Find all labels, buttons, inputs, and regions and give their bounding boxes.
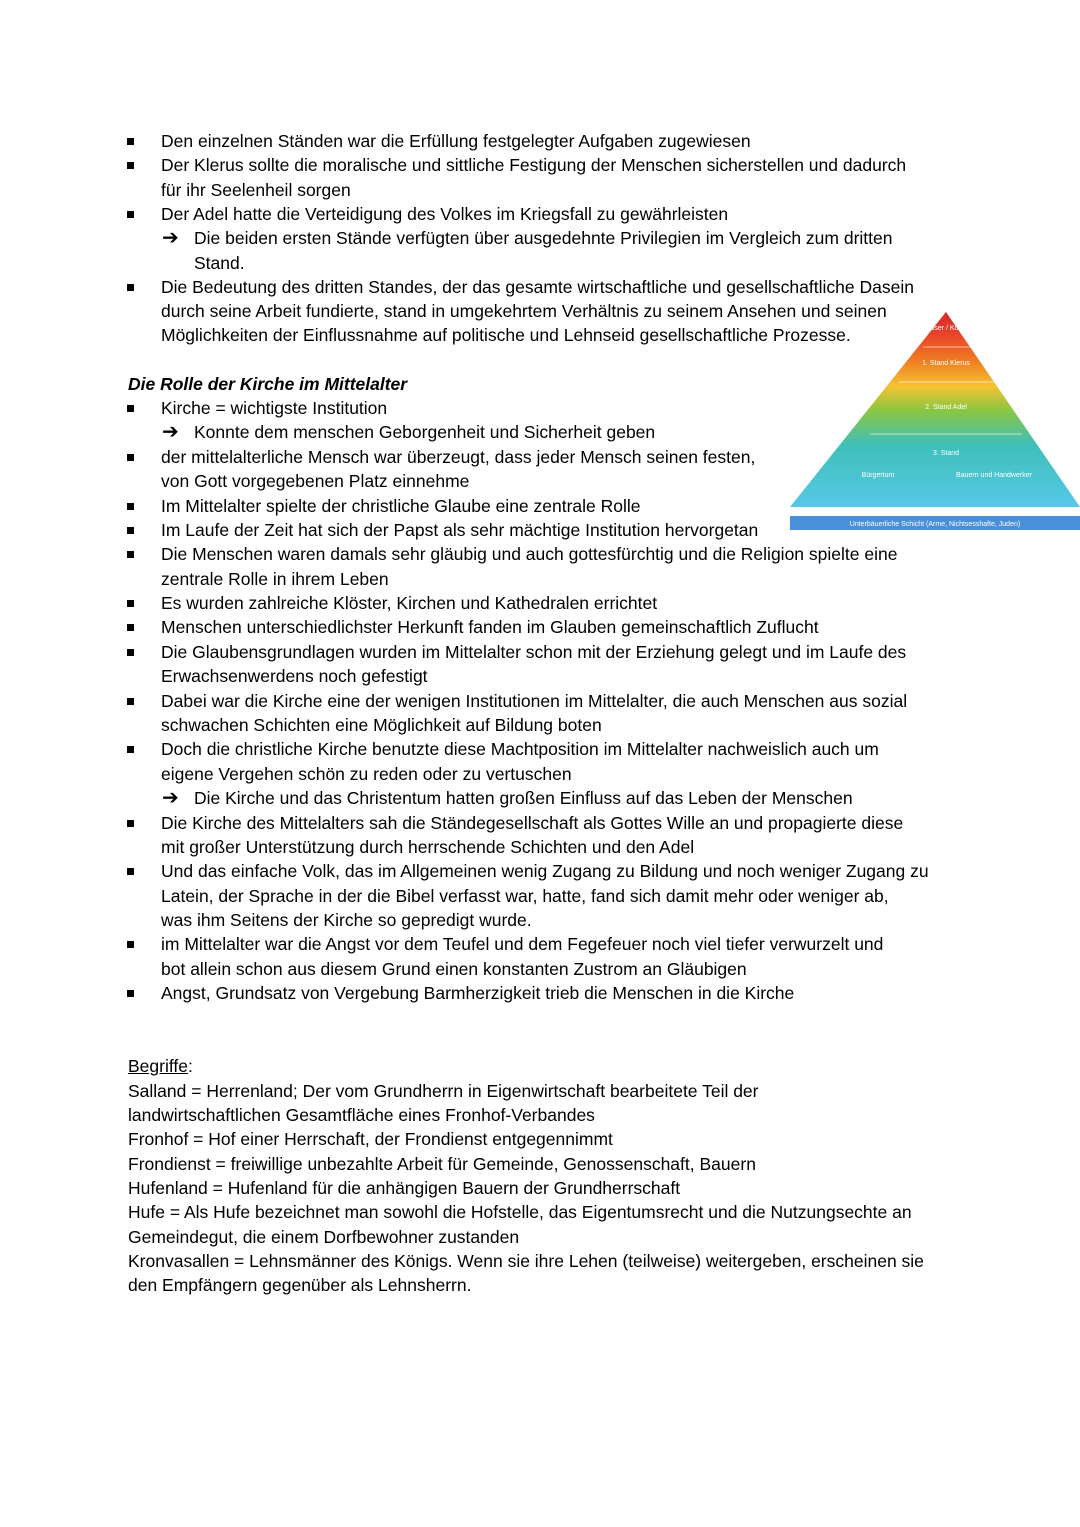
bullet-icon [127, 503, 134, 510]
text-line: durch seine Arbeit fundierte, stand in umgekehrtem Verhältnis zu seinem Ansehen und seinen [161, 301, 887, 321]
text-line: von Gott vorgegebenen Platz einnehme [161, 471, 470, 491]
text-line: Möglichkeiten der Einflussnahme auf politische und Lehnseid gesellschaftliche Prozesse. [161, 325, 851, 345]
text-line: Im Laufe der Zeit hat sich der Papst als sehr mächtige Institution hervorgetan [161, 520, 759, 540]
bullet-icon [127, 162, 134, 169]
arrow-right-icon: ➔ [162, 787, 179, 809]
pyramid-label-base: Unterbäuerliche Schicht (Arme, Nichtsesshafte, Juden) [849, 521, 1021, 528]
bullet-icon [127, 527, 134, 534]
term-line: Kronvasallen = Lehnsmänner des Königs. Wenn sie ihre Lehen (teilweise) weitergeben, erscheinen sie [128, 1251, 924, 1271]
term-line: Salland = Herrenland; Der vom Grundherrn in Eigenwirtschaft bearbeitete Teil der [128, 1081, 759, 1101]
bullet-icon [127, 746, 134, 753]
text-line: Und das einfache Volk, das im Allgemeinen wenig Zugang zu Bildung und noch weniger Zugang zu [161, 861, 929, 881]
text-line: Kirche = wichtigste Institution [161, 398, 388, 418]
text-line: Angst, Grundsatz von Vergebung Barmherzigkeit trieb die Menschen in die Kirche [161, 983, 795, 1003]
text-line: Den einzelnen Ständen war die Erfüllung festgelegter Aufgaben zugewiesen [161, 131, 751, 151]
text-line: Der Klerus sollte die moralische und sittliche Festigung der Menschen sicherstellen und dadurch [161, 155, 907, 175]
text-line: Die Kirche des Mittelalters sah die Ständegesellschaft als Gottes Wille an und propagierte diese [161, 813, 904, 833]
pyramid-label-third: 3. Stand [932, 450, 960, 457]
bullet-icon [127, 649, 134, 656]
text-line: Der Adel hatte die Verteidigung des Volkes im Kriegsfall zu gewährleisten [161, 204, 729, 224]
term-line: Hufe = Als Hufe bezeichnet man sowohl die Hofstelle, das Eigentumsrecht und die Nutzungsechte an [128, 1202, 912, 1222]
text-line: bot allein schon aus diesem Grund einen konstanten Zustrom an Gläubigen [161, 959, 747, 979]
pyramid-label-second: 2. Stand Adel [925, 404, 967, 411]
text-line: Im Mittelalter spielte der christliche Glaube eine zentrale Rolle [161, 496, 641, 516]
bullet-icon [127, 941, 134, 948]
text-line: Die Menschen waren damals sehr gläubig und auch gottesfürchtig und die Religion spielte eine [161, 544, 898, 564]
bullet-icon [127, 138, 134, 145]
text-line: Die Kirche und das Christentum hatten großen Einfluss auf das Leben der Menschen [194, 788, 853, 808]
text-line: was ihm Seitens der Kirche so gepredigt wurde. [161, 910, 532, 930]
text-line: Es wurden zahlreiche Klöster, Kirchen und Kathedralen errichtet [161, 593, 658, 613]
bullet-icon [127, 990, 134, 997]
term-line: landwirtschaftlichen Gesamtfläche eines Fronhof-Verbandes [128, 1105, 595, 1125]
text-line: Die Bedeutung des dritten Standes, der das gesamte wirtschaftliche und gesellschaftliche Dasein [161, 277, 914, 297]
bullet-icon [127, 820, 134, 827]
bullet-icon [127, 600, 134, 607]
term-line: Fronhof = Hof einer Herrschaft, der Frondienst entgegennimmt [128, 1129, 613, 1149]
text-line: der mittelalterliche Mensch war überzeugt, dass jeder Mensch seinen festen, [161, 447, 756, 467]
text-line: Stand. [194, 253, 245, 273]
bullet-icon [127, 698, 134, 705]
text-line: Doch die christliche Kirche benutzte diese Machtposition im Mittelalter nachweislich auch um [161, 739, 879, 759]
bullet-icon [127, 868, 134, 875]
estates-pyramid [786, 312, 1080, 532]
text-line: mit großer Unterstützung durch herrschende Schichten und den Adel [161, 837, 695, 857]
term-line: Gemeindegut, die einem Dorfbewohner zustanden [128, 1227, 520, 1247]
arrow-right-icon: ➔ [162, 227, 179, 249]
pyramid-label-first: 1. Stand Klerus [922, 360, 970, 367]
pyramid-label-burgher: Bürgertum [861, 472, 895, 479]
text-line: Konnte dem menschen Geborgenheit und Sicherheit geben [194, 422, 656, 442]
bullet-icon [127, 211, 134, 218]
pyramid-label-top: Kaiser / König [924, 325, 968, 332]
bullet-icon [127, 405, 134, 412]
text-line: schwachen Schichten eine Möglichkeit auf Bildung boten [161, 715, 602, 735]
text-line: Erwachsenwerdens noch gefestigt [161, 666, 428, 686]
bullet-icon [127, 284, 134, 291]
terms-heading [128, 1055, 193, 1077]
term-line: Frondienst = freiwillige unbezahlte Arbeit für Gemeinde, Genossenschaft, Bauern [128, 1154, 756, 1174]
arrow-right-icon: ➔ [162, 421, 179, 443]
text-line: eigene Vergehen schön zu reden oder zu vertuschen [161, 764, 572, 784]
terms-heading-colon: : [188, 1056, 193, 1076]
section-heading: Die Rolle der Kirche im Mittelalter [128, 374, 408, 394]
text-line: Die Glaubensgrundlagen wurden im Mittelalter schon mit der Erziehung gelegt und im Laufe des [161, 642, 907, 662]
term-line: Hufenland = Hufenland für die anhängigen Bauern der Grundherrschaft [128, 1178, 681, 1198]
text-line: Dabei war die Kirche eine der wenigen Institutionen im Mittelalter, die auch Menschen aus sozial [161, 691, 908, 711]
text-line: Latein, der Sprache in der die Bibel verfasst war, hatte, fand sich damit mehr oder weniger ab, [161, 886, 889, 906]
text-line: Die beiden ersten Stände verfügten über ausgedehnte Privilegien im Vergleich zum dritten [194, 228, 893, 248]
pyramid-label-peasants: Bauern und Handwerker [956, 472, 1032, 479]
bullet-icon [127, 551, 134, 558]
terms-heading-text: Begriffe [128, 1056, 188, 1076]
text-line: im Mittelalter war die Angst vor dem Teufel und dem Fegefeuer noch viel tiefer verwurzelt und [161, 934, 884, 954]
term-line: den Empfängern gegenüber als Lehnsherrn. [128, 1275, 472, 1295]
text-line: zentrale Rolle in ihrem Leben [161, 569, 389, 589]
text-line: für ihr Seelenheil sorgen [161, 180, 351, 200]
text-line: Menschen unterschiedlichster Herkunft fanden im Glauben gemeinschaftlich Zuflucht [161, 617, 819, 637]
bullet-icon [127, 624, 134, 631]
bullet-icon [127, 454, 134, 461]
